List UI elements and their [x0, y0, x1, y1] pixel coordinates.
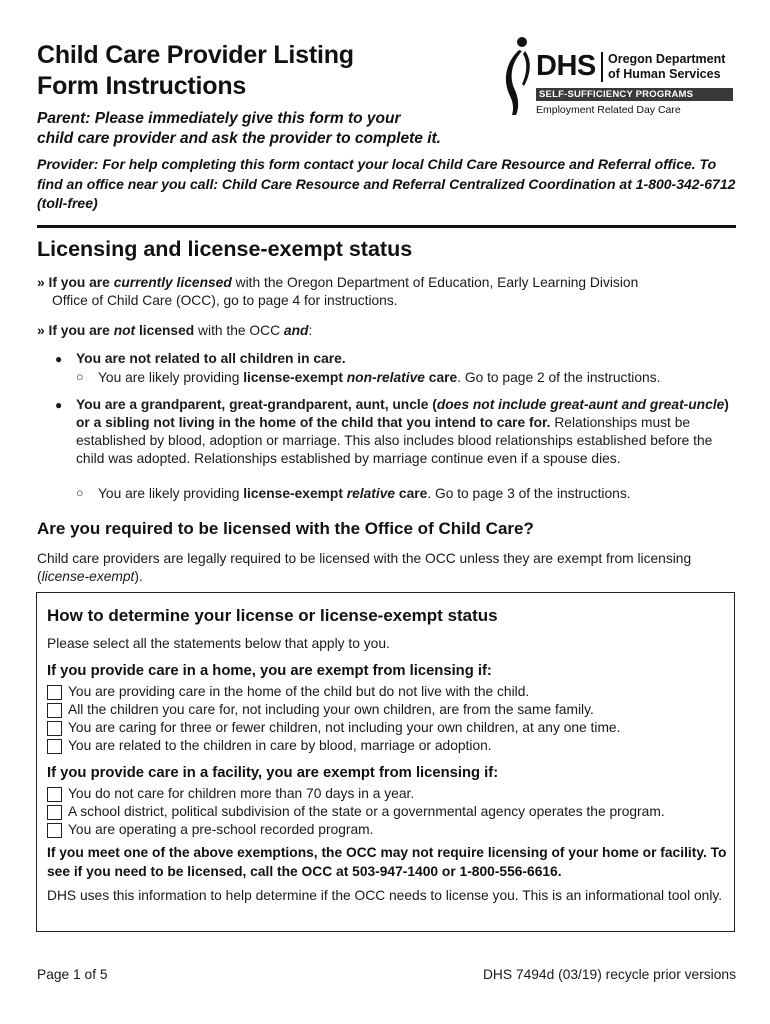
dhs-logo — [498, 36, 738, 122]
bullet-relative-normal: Relationships must be established by blood, adoption or marriage. This also includes blood relationships established before the child was adopted. Relationships established by marriage continue even if a spouse dies. — [76, 415, 713, 466]
status-box-title: How to determine your license or license-exempt status — [47, 606, 498, 625]
not-licensed-mid: licensed — [135, 323, 195, 338]
logo-programs-banner: SELF-SUFFICIENCY PROGRAMS — [536, 88, 733, 101]
section-divider — [37, 225, 736, 228]
info-note: DHS uses this information to help determine if the OCC needs to license you. This is an informational tool only. — [47, 888, 723, 903]
parent-note — [37, 109, 507, 149]
licensing-heading: Licensing and license-exempt status — [37, 237, 413, 261]
home-exemption-label: You are caring for three or fewer children, not including your own children, at any one time. — [68, 720, 621, 735]
sub-relative-pre: You are likely providing — [98, 486, 244, 501]
bullet-icon: ● — [55, 398, 63, 412]
home-exemption-heading: If you provide care in a home, you are exempt from licensing if: — [47, 663, 492, 679]
sub-non-relative-post: . Go to page 2 of the instructions. — [457, 370, 661, 385]
facility-exemption-label: You are operating a pre-school recorded program. — [68, 822, 374, 837]
sub-relative-bi: relative — [346, 486, 396, 501]
bullet-not-related-text: You are not related to all children in care. — [76, 351, 346, 366]
sub-relative-b1: license-exempt — [243, 486, 347, 501]
circle-bullet-icon: ○ — [76, 486, 84, 500]
licensed-item-prefix: » If you are — [37, 275, 114, 290]
sub-non-relative-b1: license-exempt — [243, 370, 347, 385]
not-licensed-prefix: » If you are — [37, 323, 114, 338]
logo-org-line-2: of Human Services — [608, 66, 721, 81]
not-licensed-colon: : — [308, 323, 313, 338]
logo-subtitle: Employment Related Day Care — [536, 104, 681, 116]
provider-note: Provider: For help completing this form contact your local Child Care Resource and Referral office. To find an office near you call: Child Care Resource and Referral Centralized Coordination at 1-800-342-6712 (toll-free) — [37, 156, 736, 211]
licensed-item-line-2: Office of Child Care (OCC), go to page 4 for instructions. — [52, 293, 398, 308]
facility-exemption-heading: If you provide care in a facility, you are exempt from licensing if: — [47, 765, 499, 781]
facility-exemption-label: A school district, political subdivision of the state or a governmental agency operates the program. — [68, 804, 665, 819]
title-line-2: Form Instructions — [37, 72, 247, 100]
not-licensed-emph: not — [113, 323, 136, 338]
home-exemption-label: You are providing care in the home of the child but do not live with the child. — [68, 684, 530, 699]
exemption-note: If you meet one of the above exemptions, the OCC may not require licensing of your home or facility. To see if you need to be licensed, call the OCC at 503-947-1400 or 1-800-556-6616. — [47, 845, 727, 879]
not-licensed-item — [37, 322, 312, 340]
home-exemption-checkbox-1[interactable] — [47, 685, 62, 700]
title-line-1: Child Care Provider Listing — [37, 41, 354, 69]
home-exemption-checkbox-3[interactable] — [47, 721, 62, 736]
home-exemption-checkbox-4[interactable] — [47, 739, 62, 754]
bullet-relative-bold-2: ) or a sibling not living in the home of the child that you intend to care for. — [76, 397, 729, 430]
licensed-item — [37, 274, 638, 310]
facility-exemption-label: You do not care for children more than 70 days in a year. — [68, 786, 415, 801]
home-exemption-checkbox-2[interactable] — [47, 703, 62, 718]
dhs-acronym: DHS — [536, 50, 596, 82]
sub-relative-b2: care — [395, 486, 428, 501]
sub-non-relative-pre: You are likely providing — [98, 370, 244, 385]
page-title — [37, 40, 354, 102]
facility-exemption-checkbox-3[interactable] — [47, 823, 62, 838]
parent-note-line-1: Parent: Please immediately give this form to your — [37, 110, 401, 127]
required-text-italic: license-exempt — [41, 569, 135, 584]
sub-non-relative-b2: care — [424, 370, 458, 385]
licensed-item-emph: currently licensed — [113, 275, 232, 290]
circle-bullet-icon: ○ — [76, 370, 84, 384]
not-licensed-and: and — [283, 323, 309, 338]
sub-non-relative-bi: non-relative — [346, 370, 425, 385]
status-box-instruction: Please select all the statements below that apply to you. — [47, 636, 390, 651]
required-text-pre: Child care providers are legally required to be licensed with the OCC unless they are exempt from licensing ( — [37, 551, 692, 584]
required-text — [37, 550, 727, 586]
required-heading: Are you required to be licensed with the Office of Child Care? — [37, 519, 534, 538]
facility-exemption-checkbox-2[interactable] — [47, 805, 62, 820]
parent-note-line-2: child care provider and ask the provider to complete it. — [37, 130, 441, 147]
page-number: Page 1 of 5 — [37, 967, 108, 982]
bullet-relative-bold-italic: does not include great-aunt and great-uncle — [436, 397, 725, 412]
status-box — [36, 592, 735, 932]
home-exemption-label: All the children you care for, not including your own children, are from the same family. — [68, 702, 594, 717]
logo-divider — [601, 52, 603, 82]
bullet-relative-bold-1: You are a grandparent, great-grandparent, aunt, uncle ( — [76, 397, 437, 412]
bullet-icon: ● — [55, 352, 63, 366]
home-exemption-label: You are related to the children in care by blood, marriage or adoption. — [68, 738, 492, 753]
logo-org-name — [608, 52, 725, 81]
logo-org-line-1: Oregon Department — [608, 52, 726, 66]
licensed-item-rest: with the Oregon Department of Education, Early Learning Division — [231, 275, 639, 290]
form-id: DHS 7494d (03/19) recycle prior versions — [482, 967, 736, 982]
facility-exemption-checkbox-1[interactable] — [47, 787, 62, 802]
required-text-post: ). — [134, 569, 143, 584]
sub-relative-post: . Go to page 3 of the instructions. — [427, 486, 631, 501]
not-licensed-rest: with the OCC — [194, 323, 284, 338]
dhs-figure-icon — [498, 36, 534, 116]
